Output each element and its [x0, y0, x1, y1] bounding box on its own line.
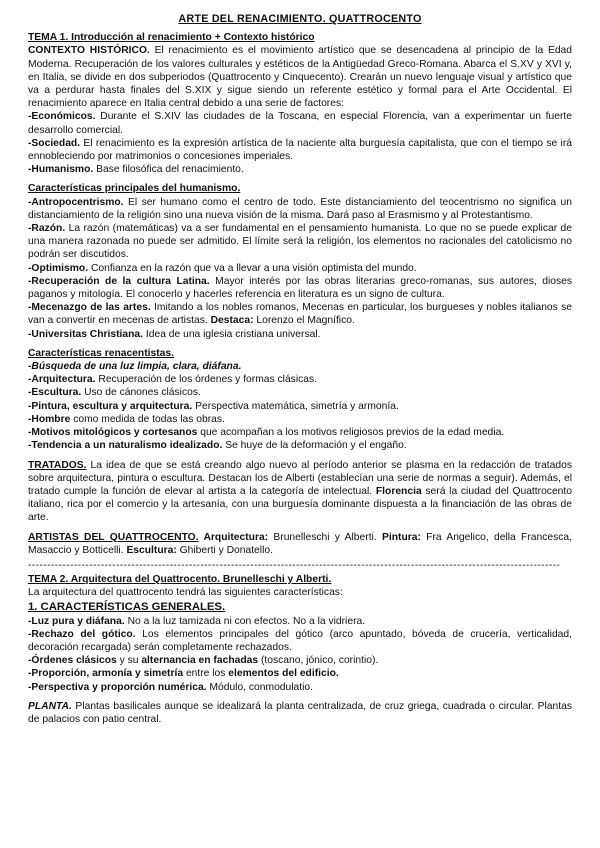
arquitectura-label: Arquitectura:	[198, 531, 269, 543]
item-text: Lorenzo el Magnífico.	[253, 315, 355, 327]
item-text: y su	[116, 655, 142, 667]
humanismo-item	[28, 222, 572, 262]
item-label: -Antropocentrismo.	[28, 196, 124, 208]
item-label: -Rechazo del gótico.	[28, 628, 136, 640]
contexto-paragraph	[28, 44, 572, 110]
escultura-label: Escultura:	[123, 544, 177, 556]
contexto-text: El renacimiento es el movimiento artístico que se desencadena al principio de la Edad Moderna. Recuperación de los valores culturales y estéticos de la Antigüedad Greco-Romana. Abarca el S.XV y XVI y, en Italia, se divide en dos subperiodos (Quattrocento y Cinquecento). Crearán un nuevo lenguaje visual y artístico que va a perdurar hasta finales del S.XIX y sigue siendo un referente estético y formal para el Arte Occidental. El renacimiento aparece en Italia central debido a una serie de factores:	[28, 45, 572, 110]
renacentista-item	[28, 400, 572, 413]
contexto-label: CONTEXTO HISTÓRICO.	[28, 45, 150, 57]
renacentista-item	[28, 439, 572, 452]
item-label: Destaca:	[207, 315, 254, 327]
tratados-paragraph	[28, 459, 572, 525]
item-label: -Tendencia a un naturalismo idealizado.	[28, 440, 223, 452]
item-label: -Pintura, escultura y arquitectura.	[28, 400, 193, 412]
factor-label: -Económicos.	[28, 111, 96, 123]
item-label: -Mecenazgo de las artes.	[28, 302, 151, 314]
item-text: No a la luz tamizada ni con efectos. No a la vidriera.	[124, 615, 366, 627]
item-text: Perspectiva matemática, simetría y armonía.	[192, 400, 399, 412]
tema2-heading: TEMA 2. Arquitectura del Quattrocento. Brunelleschi y Alberti.	[28, 573, 332, 585]
caracteristica-item	[28, 615, 572, 628]
caracteristica-item	[28, 654, 572, 667]
item-text: Confianza en la razón que va a llevar a una visión optimista del mundo.	[88, 262, 417, 274]
item-text: Módulo, conmodulatio.	[206, 681, 314, 693]
item-text: que acompañan a los motivos religiosos previos de la edad media.	[197, 427, 505, 439]
item-label: -Recuperación de la cultura Latina.	[28, 275, 210, 287]
document-title: ARTE DEL RENACIMIENTO. QUATTROCENTO	[178, 13, 422, 25]
tema2-intro: La arquitectura del quattrocento tendrá las siguientes características:	[28, 587, 343, 599]
factor-text: Base filosófica del renacimiento.	[93, 164, 244, 176]
renacentista-item	[28, 360, 572, 373]
caracteristicas-heading: 1. CARACTERÍSTICAS GENERALES.	[28, 601, 226, 614]
tema1-heading: TEMA 1. Introducción al renacimiento + Contexto histórico	[28, 32, 315, 44]
factor-text: Durante el S.XIV las ciudades de la Toscana, en especial Florencia, van a experimentar un fuerte desarrollo comercial.	[28, 111, 572, 136]
planta-label: PLANTA.	[28, 700, 72, 712]
item-label: -Luz pura y diáfana.	[28, 615, 125, 627]
humanismo-item	[28, 275, 572, 301]
dashed-separator: -------------------------------------------------------------------------------------------------------------------------------------------	[28, 560, 561, 571]
florencia-label: Florencia	[372, 485, 422, 497]
caracteristica-item	[28, 667, 572, 680]
factor-text: El renacimiento es la expresión artística de la naciente alta burguesía capitalista, que con el tiempo se irá ennobleciendo por matrimonios o concesiones imperiales.	[28, 137, 572, 163]
item-label: -Arquitectura.	[28, 374, 96, 386]
caracteristica-item	[28, 681, 572, 694]
tratados-text2: será la ciudad del Quattrocento italiano, rica por el comercio y la artesanía, con una burguesía dominante dispuesta a la financiación de las obras de arte.	[28, 485, 572, 524]
item-label: -Proporción, armonía y simetría	[28, 668, 184, 680]
item-text: La razón (matemáticas) va a ser fundamental en el pensamiento humanista. Lo que no se puede explicar de una manera razonada no puede ser admitido. El límite será la religión, los elementos no racionales del catolicismo no podrán ser discutidos.	[28, 223, 572, 261]
item-label: elementos del edificio.	[228, 668, 339, 680]
item-text: (toscano, jónico, corintio).	[258, 655, 379, 667]
renacentista-item	[28, 386, 572, 399]
humanismo-item	[28, 301, 572, 327]
item-label: -Motivos mitológicos y cortesanos	[28, 427, 198, 439]
factor-label: -Sociedad.	[28, 137, 81, 149]
escultura-text: Ghiberti y Donatello.	[176, 544, 273, 556]
item-text: Recuperación de los órdenes y formas clásicas.	[95, 374, 318, 386]
item-label: -Razón.	[28, 223, 66, 235]
humanismo-item	[28, 328, 572, 341]
item-text: Uso de cánones clásicos.	[81, 387, 201, 399]
factor-sociedad	[28, 137, 572, 163]
artistas-label: ARTISTAS DEL QUATTROCENTO.	[28, 531, 199, 543]
item-text: El ser humano como el centro de todo. Este distanciamiento del teocentrismo no significa un distanciamiento de la religión sino una nueva visión de la misma. Dará paso al Erasmismo y al Protestantismo.	[28, 196, 572, 221]
factor-humanismo	[28, 163, 572, 176]
artistas-paragraph	[28, 531, 572, 557]
item-label: -Hombre	[28, 413, 71, 425]
planta-paragraph	[28, 700, 572, 726]
item-label: -Universitas Christiana.	[28, 328, 144, 340]
renacentistas-heading: Características renacentistas.	[28, 347, 174, 359]
item-text: Idea de una iglesia cristiana universal.	[143, 328, 321, 340]
item-text: Se huye de la deformación y el engaño.	[222, 440, 407, 452]
item-label: alternancia en fachadas	[141, 655, 259, 667]
pintura-label: Pintura:	[376, 531, 421, 543]
pintura-text: Fra Angelico, della Francesca, Masaccio y Botticelli.	[28, 531, 572, 556]
renacentista-item	[28, 413, 572, 426]
renacentista-item	[28, 426, 572, 439]
tratados-text: La idea de que se está creando algo nuevo al período anterior se plasma en la redacción de tratados sobre arquitectura, pintura o escultura. Destacan los de Alberti (establecían una serie de normas a seguir). Además, el tratado cumple la función de elevar al artista a la categoría de intelectual.	[28, 459, 572, 497]
item-text: como medida de todas las obras.	[70, 413, 225, 425]
renacentista-item	[28, 373, 572, 386]
planta-text: Plantas basilicales aunque se idealizará la planta centralizada, de cruz griega, cuadrada o circular. Plantas de palacios con patio central.	[28, 700, 572, 725]
humanismo-item	[28, 262, 572, 275]
item-label: -Perspectiva y proporción numérica.	[28, 681, 207, 693]
arquitectura-text: Brunelleschi y Alberti.	[268, 531, 377, 543]
item-text: Mayor interés por las obras literarias greco-romanas, sus autores, dioses paganos y mitología. El conocerlo y hacerles referencia en literatura es un signo de cultura.	[28, 275, 572, 301]
item-text: Imitando a los nobles romanos, Mecenas en particular, los burgueses y nobles italianos se van a convertir en mecenas de artistas.	[28, 302, 572, 327]
humanismo-item	[28, 196, 572, 222]
factor-economicos	[28, 110, 572, 136]
item-text: Los elementos principales del gótico (arco apuntado, bóveda de crucería, verticalidad, decoración recargada) serán completamente rechazados.	[28, 628, 572, 653]
factor-label: -Humanismo.	[28, 164, 94, 176]
humanismo-heading: Características principales del humanismo.	[28, 183, 241, 195]
item-label: -Búsqueda de una luz limpia, clara, diáfana.	[28, 361, 242, 373]
item-label: -Optimismo.	[28, 262, 89, 274]
item-text: entre los	[183, 668, 229, 680]
item-label: -Escultura.	[28, 387, 82, 399]
tratados-label: TRATADOS.	[28, 459, 87, 471]
item-label: -Órdenes clásicos	[28, 655, 117, 667]
caracteristica-item	[28, 628, 572, 654]
